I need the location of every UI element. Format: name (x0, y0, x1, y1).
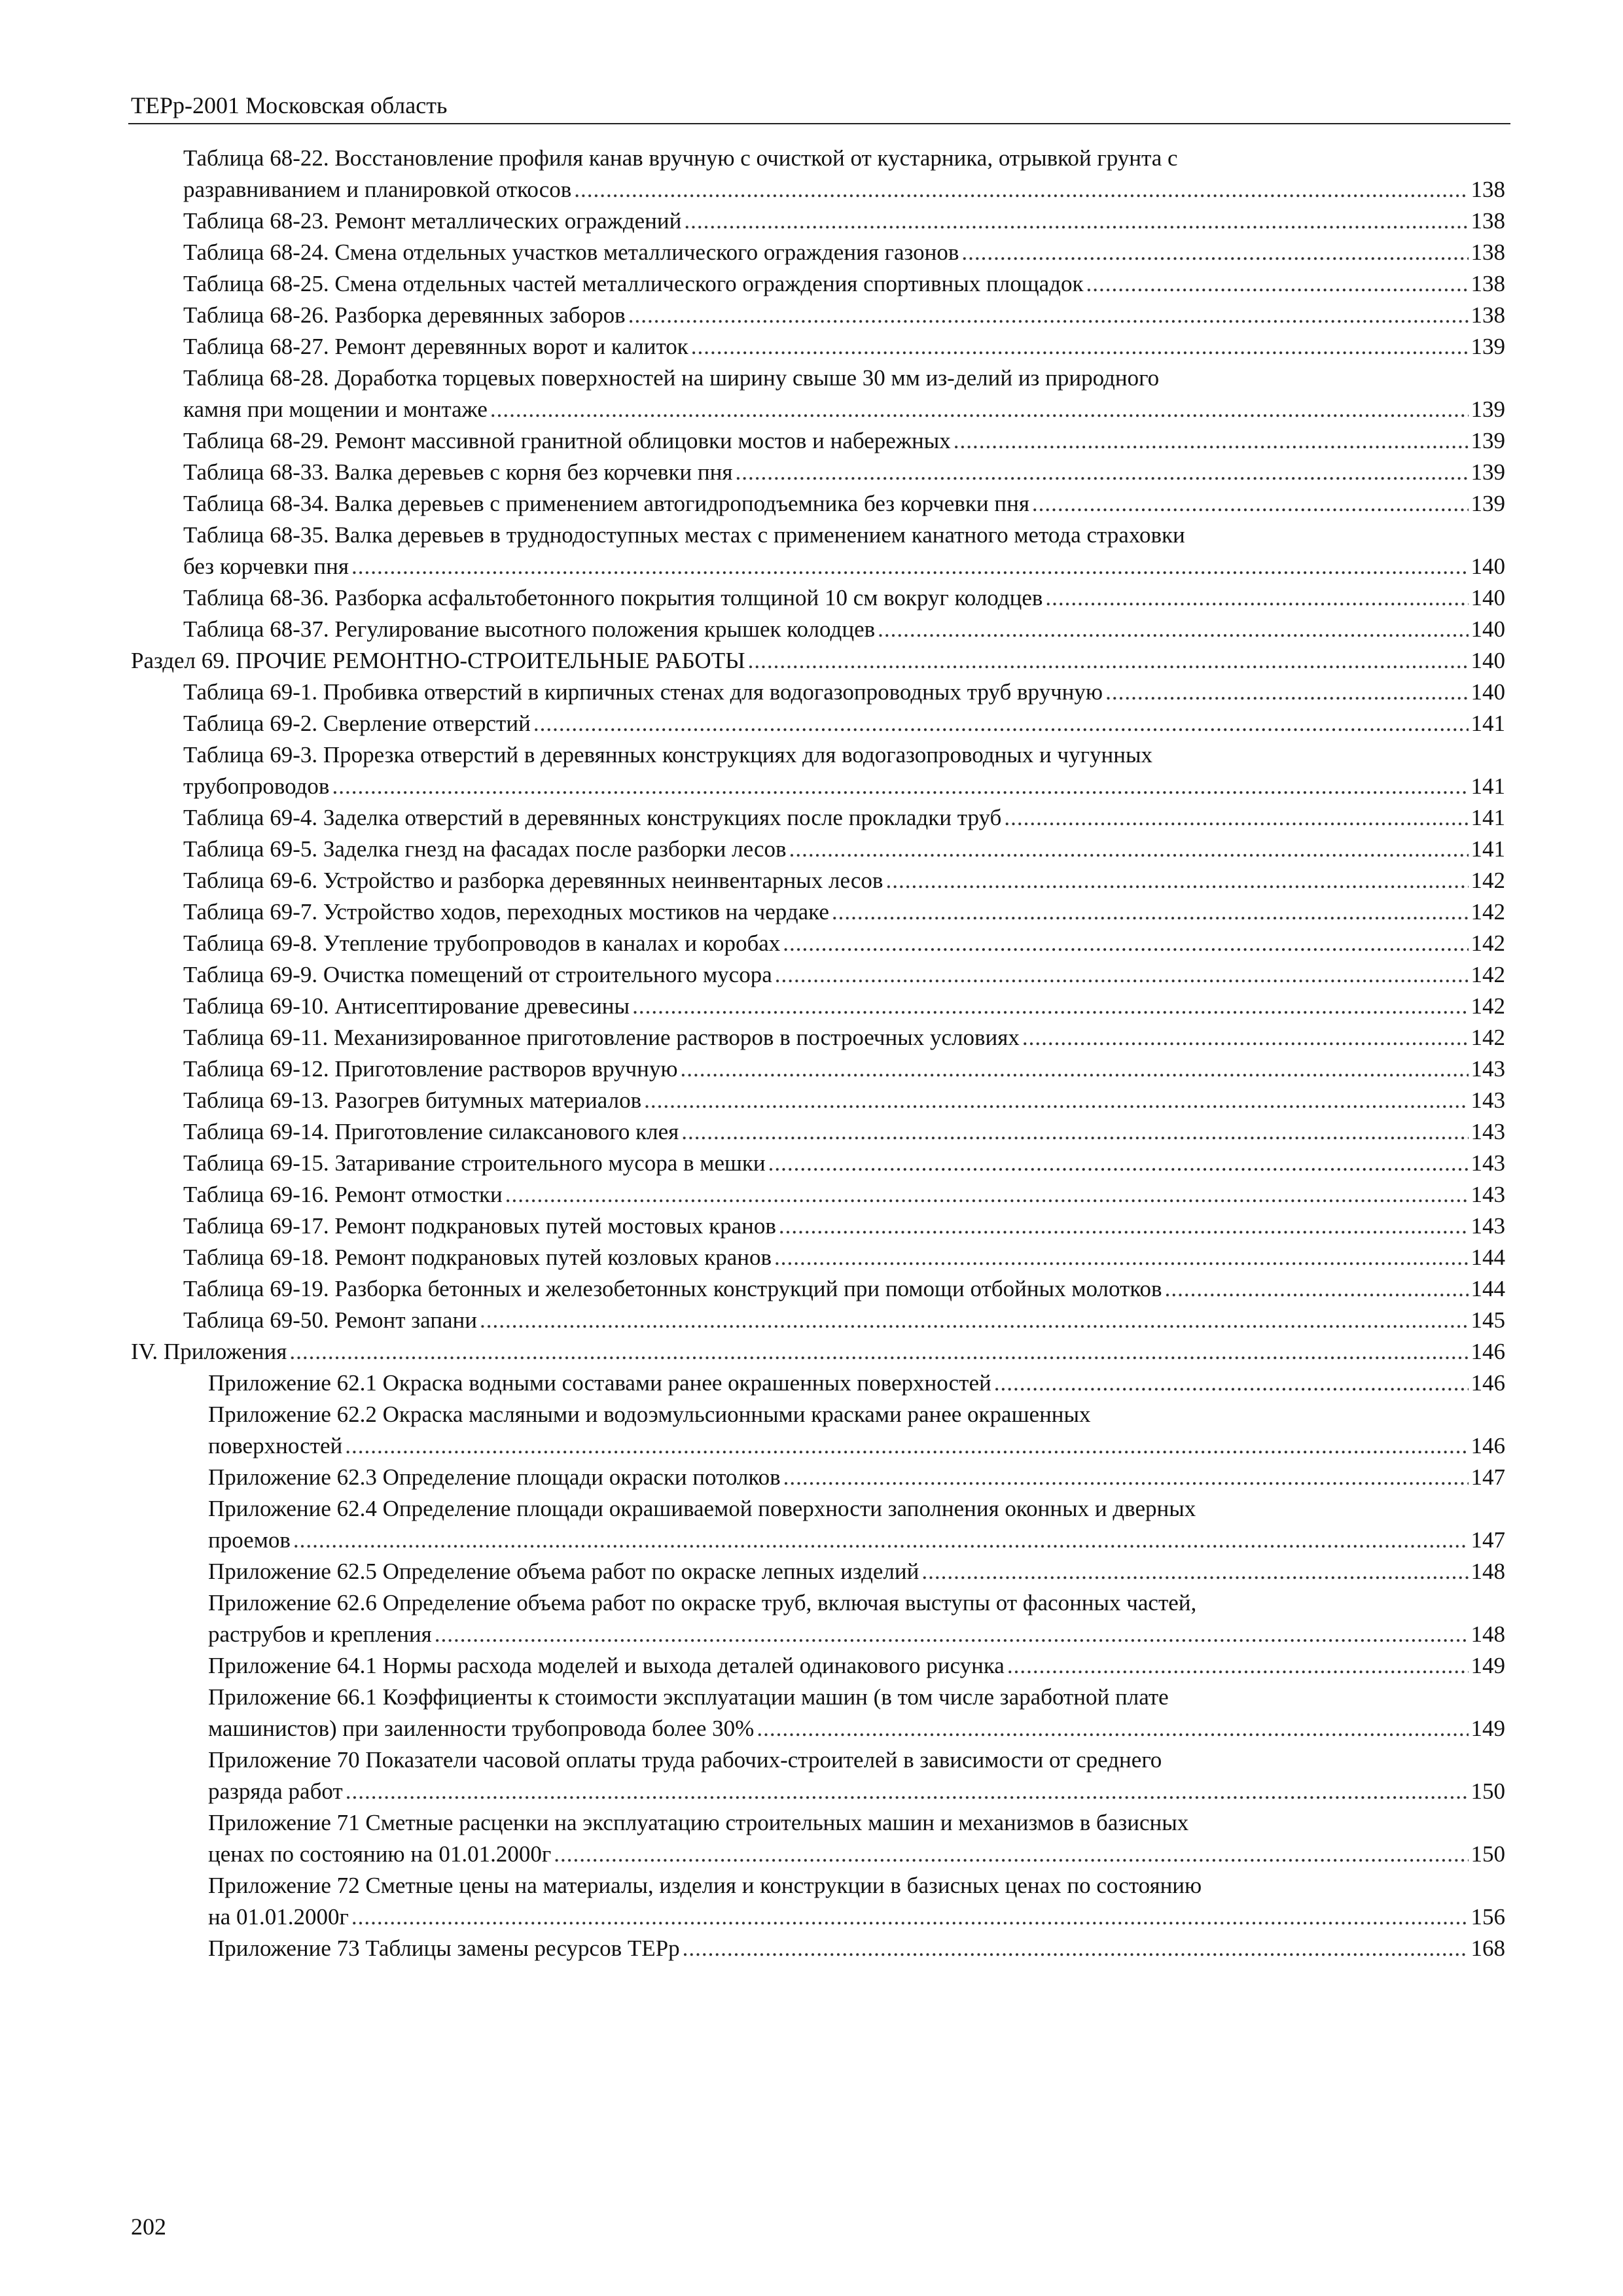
dot-leader (1022, 1022, 1469, 1053)
toc-entry-title-line: Приложение 62.2 Окраска масляными и водоэмульсионными красками ранее окрашенных (208, 1402, 1091, 1427)
toc-entry-title-line: Таблица 68-23. Ремонт металлических ограждений (183, 208, 682, 234)
toc-page-number: 140 (1471, 585, 1505, 610)
toc-entry-title-line: Приложение 62.4 Определение площади окрашиваемой поверхности заполнения оконных и дверных (208, 1496, 1196, 1521)
toc-entry-title-line: Таблица 69-15. Затаривание строительного мусора в мешки (183, 1150, 766, 1176)
toc-entry-title-line: Таблица 68-25. Смена отдельных частей металлического ограждения спортивных площадок (183, 271, 1084, 296)
toc-entry[interactable] (0, 425, 1623, 457)
toc-entry[interactable] (0, 1148, 1623, 1179)
dot-leader (533, 708, 1469, 739)
dot-leader (289, 1336, 1468, 1368)
toc-page-number: 141 (1471, 711, 1505, 736)
dot-leader (954, 425, 1469, 457)
toc-entry-title-line: Таблица 68-35. Валка деревьев в труднодоступных местах с применением канатного метода страховки (183, 522, 1185, 548)
dot-leader (351, 1901, 1469, 1933)
toc-page-number: 148 (1471, 1621, 1505, 1647)
toc-page-number: 139 (1471, 428, 1505, 453)
toc-page-number: 139 (1471, 491, 1505, 516)
toc-entry[interactable] (0, 520, 1623, 582)
toc-entry-title-line: Таблица 68-36. Разборка асфальтобетонного покрытия толщиной 10 см вокруг колодцев (183, 585, 1043, 610)
toc-page-number: 143 (1471, 1056, 1505, 1082)
dot-leader (921, 1556, 1468, 1587)
toc-entry[interactable] (0, 1870, 1623, 1933)
dot-leader (832, 896, 1469, 928)
toc-page-number: 144 (1471, 1245, 1505, 1270)
toc-entry-title-line: Таблица 68-34. Валка деревьев с применением автогидроподъемника без корчевки пня (183, 491, 1029, 516)
toc-entry-title-line: без корчевки пня (183, 554, 349, 579)
toc-entry[interactable] (0, 1210, 1623, 1242)
toc-entry-title-line: Таблица 68-27. Ремонт деревянных ворот и калиток (183, 334, 688, 359)
toc-entry[interactable] (0, 1493, 1623, 1556)
toc-page-number: 150 (1471, 1778, 1505, 1804)
toc-page-number: 168 (1471, 1935, 1505, 1961)
toc-entry-title-line: Приложение 64.1 Нормы расхода моделей и выхода деталей одинакового рисунка (208, 1653, 1005, 1678)
dot-leader (681, 1053, 1469, 1085)
dot-leader (1032, 488, 1469, 520)
toc-entry[interactable] (0, 205, 1623, 237)
dot-leader (783, 928, 1468, 959)
toc-entry-title-line: Таблица 69-12. Приготовление растворов вручную (183, 1056, 678, 1082)
toc-page-number: 143 (1471, 1119, 1505, 1144)
toc-page-number: 142 (1471, 962, 1505, 987)
toc-page-number: 150 (1471, 1841, 1505, 1867)
toc-entry-title-line: Приложение 62.1 Окраска водными составами ранее окрашенных поверхностей (208, 1370, 991, 1396)
dot-leader (783, 1462, 1469, 1493)
toc-page-number: 139 (1471, 459, 1505, 485)
dot-leader (490, 394, 1469, 425)
dot-leader (628, 300, 1469, 331)
dot-leader (748, 645, 1469, 677)
toc-page-number: 138 (1471, 208, 1505, 234)
toc-entry-title-line: Таблица 68-26. Разборка деревянных заборов (183, 302, 626, 328)
dot-leader (683, 1933, 1469, 1964)
toc-entry[interactable] (0, 1085, 1623, 1116)
toc-entry-title-line: Таблица 69-1. Пробивка отверстий в кирпичных стенах для водогазопроводных труб вручную (183, 679, 1103, 705)
dot-leader (878, 614, 1468, 645)
toc-entry-title-line: Таблица 69-6. Устройство и разборка деревянных неинвентарных лесов (183, 868, 883, 893)
dot-leader (1045, 582, 1468, 614)
toc-entry-title-line: разряда работ (208, 1778, 343, 1804)
toc-entry-title-line: Приложение 73 Таблицы замены ресурсов ТЕРр (208, 1935, 680, 1961)
dot-leader (1165, 1273, 1469, 1305)
toc-entry-title-line: Таблица 69-5. Заделка гнезд на фасадах после разборки лесов (183, 836, 787, 862)
toc-entry[interactable] (0, 362, 1623, 425)
toc-page-number: 146 (1471, 1339, 1505, 1364)
dot-leader (768, 1148, 1469, 1179)
toc-entry[interactable] (0, 582, 1623, 614)
toc-entry[interactable] (0, 237, 1623, 268)
toc-entry[interactable] (0, 1116, 1623, 1148)
toc-entry-title-line: Таблица 68-24. Смена отдельных участков металлического ограждения газонов (183, 239, 959, 265)
dot-leader (961, 237, 1468, 268)
toc-entry-title-line: Приложение 62.3 Определение площади окраски потолков (208, 1464, 781, 1490)
toc-entry[interactable] (0, 143, 1623, 205)
dot-leader (681, 1116, 1468, 1148)
toc-page-number: 141 (1471, 836, 1505, 862)
toc-page-number: 143 (1471, 1213, 1505, 1239)
toc-page-number: 142 (1471, 868, 1505, 893)
toc-entry-title-line: IV. Приложения (131, 1339, 287, 1364)
toc-entry-title-line: Таблица 68-33. Валка деревьев с корня без корчевки пня (183, 459, 733, 485)
toc-page-number: 149 (1471, 1716, 1505, 1741)
dot-leader (574, 174, 1468, 205)
toc-entry-title-line: Таблица 69-10. Антисептирование древесины (183, 993, 630, 1019)
page-number: 202 (131, 2214, 166, 2240)
toc-entry[interactable] (0, 896, 1623, 928)
toc-entry-title-line: Таблица 69-16. Ремонт отмостки (183, 1182, 503, 1207)
toc-entry-title-line: Таблица 69-2. Сверление отверстий (183, 711, 531, 736)
dot-leader (691, 331, 1469, 362)
toc-entry-title-line: раструбов и крепления (208, 1621, 432, 1647)
toc-entry[interactable] (0, 1587, 1623, 1650)
toc-entry[interactable] (0, 677, 1623, 708)
toc-page-number: 142 (1471, 930, 1505, 956)
toc-page-number: 142 (1471, 899, 1505, 925)
toc-page-number: 148 (1471, 1559, 1505, 1584)
toc-entry[interactable] (0, 1179, 1623, 1210)
toc-entry-title-line: Таблица 69-14. Приготовление силаксанового клея (183, 1119, 679, 1144)
dot-leader (774, 1242, 1468, 1273)
toc-entry[interactable] (0, 1556, 1623, 1587)
dot-leader (735, 457, 1468, 488)
toc-entry-title-line: Приложение 66.1 Коэффициенты к стоимости эксплуатации машин (в том числе заработной плате (208, 1684, 1169, 1710)
toc-entry-title-line: Таблица 69-7. Устройство ходов, переходных мостиков на чердаке (183, 899, 829, 925)
toc-entry[interactable] (0, 834, 1623, 865)
toc-entry[interactable] (0, 1336, 1623, 1368)
toc-entry-title-line: Таблица 69-8. Утепление трубопроводов в каналах и коробах (183, 930, 781, 956)
running-header: ТЕРр-2001 Московская область (131, 92, 448, 118)
toc-page-number: 143 (1471, 1150, 1505, 1176)
toc-entry-title-line: трубопроводов (183, 773, 330, 799)
toc-entry-title-line: Приложение 62.5 Определение объема работ по окраске лепных изделий (208, 1559, 919, 1584)
toc-entry-title-line: Таблица 69-19. Разборка бетонных и железобетонных конструкций при помощи отбойных молотков (183, 1276, 1162, 1301)
dot-leader (1007, 1650, 1469, 1682)
dot-leader (480, 1305, 1469, 1336)
dot-leader (1086, 268, 1469, 300)
toc-entry[interactable] (0, 268, 1623, 300)
dot-leader (332, 771, 1468, 802)
table-of-contents (0, 143, 1623, 1964)
toc-entry[interactable] (0, 865, 1623, 896)
toc-entry-title-line: Таблица 69-18. Ремонт подкрановых путей козловых кранов (183, 1245, 772, 1270)
toc-page-number: 140 (1471, 679, 1505, 705)
toc-page-number: 139 (1471, 397, 1505, 422)
toc-entry[interactable] (0, 1273, 1623, 1305)
dot-leader (351, 551, 1469, 582)
toc-entry[interactable] (0, 1242, 1623, 1273)
toc-entry-title-line: Таблица 69-9. Очистка помещений от строительного мусора (183, 962, 772, 987)
dot-leader (345, 1430, 1468, 1462)
toc-page-number: 140 (1471, 648, 1505, 673)
toc-entry[interactable] (0, 614, 1623, 645)
toc-entry-title-line: на 01.01.2000г (208, 1904, 349, 1930)
toc-entry-title-line: ценах по состоянию на 01.01.2000г (208, 1841, 552, 1867)
dot-leader (775, 959, 1469, 991)
toc-entry[interactable] (0, 959, 1623, 991)
toc-page-number: 140 (1471, 554, 1505, 579)
toc-entry-title-line: Таблица 69-3. Прорезка отверстий в деревянных конструкциях для водогазопроводных и чугунных (183, 742, 1152, 768)
toc-entry[interactable] (0, 457, 1623, 488)
dot-leader (684, 205, 1468, 237)
toc-entry-title-line: проемов (208, 1527, 291, 1553)
dot-leader (346, 1776, 1469, 1807)
toc-entry[interactable] (0, 645, 1623, 677)
toc-entry[interactable] (0, 488, 1623, 520)
dot-leader (789, 834, 1469, 865)
toc-entry[interactable] (0, 1053, 1623, 1085)
toc-page-number: 143 (1471, 1087, 1505, 1113)
toc-page-number: 146 (1471, 1433, 1505, 1458)
toc-entry-title-line: Таблица 69-50. Ремонт запани (183, 1307, 477, 1333)
toc-entry-title-line: Раздел 69. ПРОЧИЕ РЕМОНТНО-СТРОИТЕЛЬНЫЕ РАБОТЫ (131, 648, 745, 673)
dot-leader (632, 991, 1468, 1022)
toc-page-number: 142 (1471, 1025, 1505, 1050)
dot-leader (1004, 802, 1468, 834)
dot-leader (779, 1210, 1469, 1242)
toc-entry-title-line: Таблица 69-11. Механизированное приготовление растворов в построечных условиях (183, 1025, 1020, 1050)
toc-entry[interactable] (0, 1807, 1623, 1870)
toc-entry-title-line: машинистов) при заиленности трубопровода более 30% (208, 1716, 755, 1741)
toc-entry-title-line: разравниванием и планировкой откосов (183, 177, 572, 202)
toc-entry-title-line: Таблица 68-29. Ремонт массивной гранитной облицовки мостов и набережных (183, 428, 951, 453)
toc-page-number: 141 (1471, 773, 1505, 799)
toc-entry[interactable] (0, 739, 1623, 802)
toc-entry-title-line: Приложение 71 Сметные расценки на эксплуатацию строительных машин и механизмов в базисных (208, 1810, 1189, 1835)
toc-entry-title-line: Приложение 70 Показатели часовой оплаты труда рабочих-строителей в зависимости от среднего (208, 1747, 1162, 1773)
toc-page-number: 138 (1471, 302, 1505, 328)
toc-entry[interactable] (0, 1682, 1623, 1744)
dot-leader (644, 1085, 1468, 1116)
toc-entry-title-line: камня при мощении и монтаже (183, 397, 488, 422)
dot-leader (293, 1525, 1469, 1556)
toc-page-number: 143 (1471, 1182, 1505, 1207)
toc-page-number: 138 (1471, 271, 1505, 296)
toc-entry[interactable] (0, 1744, 1623, 1807)
dot-leader (554, 1839, 1468, 1870)
toc-entry[interactable] (0, 331, 1623, 362)
toc-entry-title-line: Таблица 69-13. Разогрев битумных материалов (183, 1087, 642, 1113)
dot-leader (505, 1179, 1469, 1210)
dot-leader (994, 1368, 1469, 1399)
toc-page-number: 139 (1471, 334, 1505, 359)
toc-entry[interactable] (0, 1368, 1623, 1399)
toc-entry[interactable] (0, 1022, 1623, 1053)
toc-page-number: 149 (1471, 1653, 1505, 1678)
toc-entry-title-line: Таблица 68-28. Доработка торцевых поверхностей на ширину свыше 30 мм из-делий из природного (183, 365, 1160, 391)
toc-entry-title-line: Приложение 62.6 Определение объема работ по окраске труб, включая выступы от фасонных частей, (208, 1590, 1197, 1616)
dot-leader (1105, 677, 1468, 708)
toc-entry[interactable] (0, 1305, 1623, 1336)
toc-page-number: 147 (1471, 1527, 1505, 1553)
dot-leader (757, 1713, 1468, 1744)
toc-entry[interactable] (0, 928, 1623, 959)
toc-page-number: 138 (1471, 177, 1505, 202)
toc-entry[interactable] (0, 300, 1623, 331)
toc-entry[interactable] (0, 1462, 1623, 1493)
toc-page-number: 140 (1471, 616, 1505, 642)
dot-leader (435, 1619, 1469, 1650)
toc-entry[interactable] (0, 1399, 1623, 1462)
toc-entry-title-line: Таблица 69-17. Ремонт подкрановых путей мостовых кранов (183, 1213, 776, 1239)
toc-page-number: 146 (1471, 1370, 1505, 1396)
toc-entry[interactable] (0, 1933, 1623, 1964)
toc-entry[interactable] (0, 708, 1623, 739)
toc-page-number: 156 (1471, 1904, 1505, 1930)
toc-page-number: 141 (1471, 805, 1505, 830)
toc-page-number: 138 (1471, 239, 1505, 265)
toc-page-number: 142 (1471, 993, 1505, 1019)
toc-entry-title-line: Таблица 69-4. Заделка отверстий в деревянных конструкциях после прокладки труб (183, 805, 1002, 830)
toc-entry[interactable] (0, 1650, 1623, 1682)
toc-page-number: 147 (1471, 1464, 1505, 1490)
toc-page-number: 144 (1471, 1276, 1505, 1301)
toc-entry-title-line: поверхностей (208, 1433, 343, 1458)
toc-entry-title-line: Таблица 68-37. Регулирование высотного положения крышек колодцев (183, 616, 876, 642)
toc-entry-title-line: Таблица 68-22. Восстановление профиля канав вручную с очисткой от кустарника, отрывкой грунта с (183, 145, 1178, 171)
header-divider (128, 123, 1510, 124)
toc-entry[interactable] (0, 991, 1623, 1022)
toc-page-number: 145 (1471, 1307, 1505, 1333)
toc-entry-title-line: Приложение 72 Сметные цены на материалы, изделия и конструкции в базисных ценах по состоянию (208, 1873, 1202, 1898)
toc-entry[interactable] (0, 802, 1623, 834)
dot-leader (885, 865, 1468, 896)
